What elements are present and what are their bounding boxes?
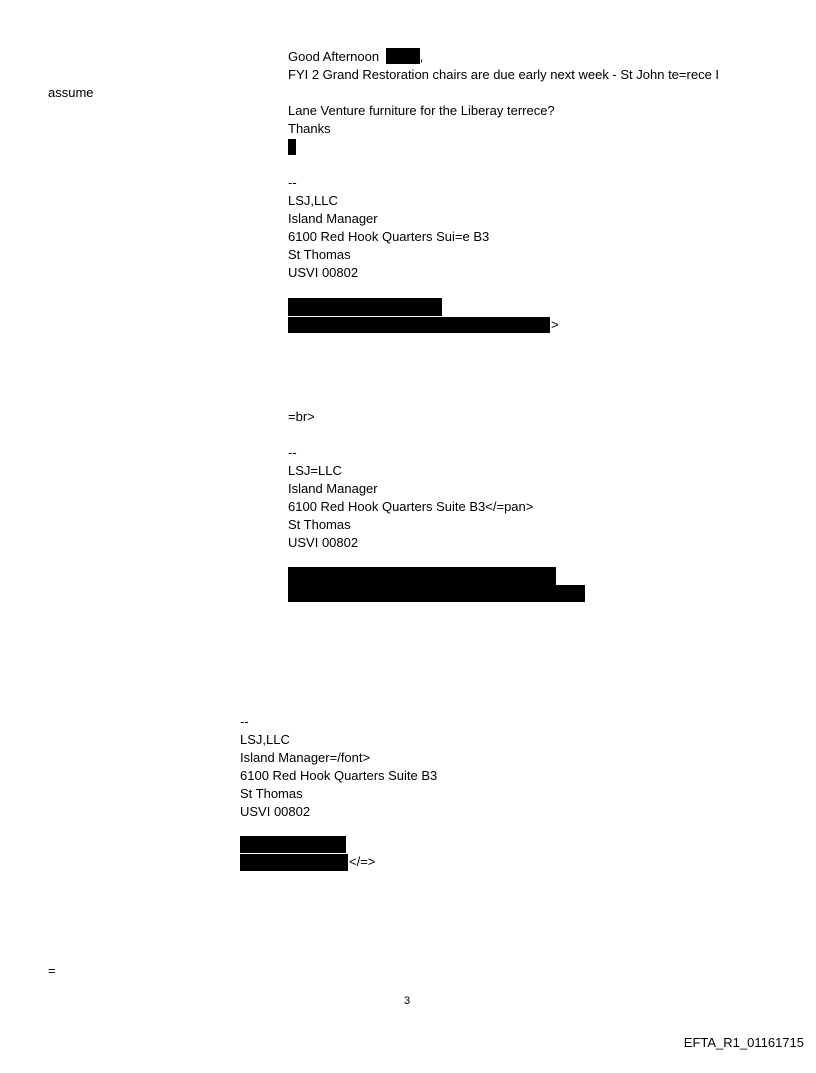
signature-city: St Thomas — [240, 786, 303, 801]
redaction-block — [288, 567, 556, 585]
signature-block-1 — [288, 174, 489, 282]
redaction-block — [386, 48, 420, 64]
signature-block-3 — [240, 713, 437, 821]
signature-trail: > — [551, 317, 559, 332]
message-body-continued — [288, 102, 555, 138]
greeting-comma: , — [419, 49, 424, 64]
signature-city: St Thomas — [288, 517, 351, 532]
fyi-line: FYI 2 Grand Restoration chairs are due early next week - St John te=rece I — [288, 67, 720, 82]
signature-trail: </=> — [349, 854, 376, 869]
greeting-line — [288, 48, 719, 66]
redaction-block — [240, 854, 348, 871]
signature-block-2 — [288, 444, 533, 552]
page-number: 3 — [404, 995, 411, 1007]
signature-company: LSJ=LLC — [288, 463, 342, 478]
signature-title: Island Manager=/font> — [240, 750, 371, 765]
redaction-block — [288, 298, 442, 316]
equals-mark: = — [48, 963, 56, 978]
signature-zip: USVI 00802 — [288, 265, 359, 280]
redaction-block — [288, 139, 296, 155]
signature-company: LSJ,LLC — [240, 732, 290, 747]
signature-dash: -- — [240, 714, 249, 729]
redaction-block — [240, 836, 346, 853]
signature-zip: USVI 00802 — [288, 535, 359, 550]
signature-title: Island Manager — [288, 211, 378, 226]
signature-city: St Thomas — [288, 247, 351, 262]
signature-address: 6100 Red Hook Quarters Suite B3</=pan> — [288, 499, 534, 514]
redaction-block — [288, 585, 585, 602]
signature-dash: -- — [288, 175, 297, 190]
signature-company: LSJ,LLC — [288, 193, 338, 208]
signature-dash: -- — [288, 445, 297, 460]
signature-zip: USVI 00802 — [240, 804, 311, 819]
signature-address: 6100 Red Hook Quarters Sui=e B3 — [288, 229, 490, 244]
br-text: =br> — [288, 409, 315, 424]
assume-text: assume — [48, 85, 94, 100]
question-line: Lane Venture furniture for the Liberay terrece? — [288, 103, 555, 118]
thanks-line: Thanks — [288, 121, 331, 136]
document-id: EFTA_R1_01161715 — [683, 1035, 804, 1050]
redaction-block — [288, 317, 550, 333]
signature-title: Island Manager — [288, 481, 378, 496]
message-body — [288, 48, 719, 84]
signature-address: 6100 Red Hook Quarters Suite B3 — [240, 768, 438, 783]
greeting-text: Good Afternoon — [288, 49, 380, 64]
